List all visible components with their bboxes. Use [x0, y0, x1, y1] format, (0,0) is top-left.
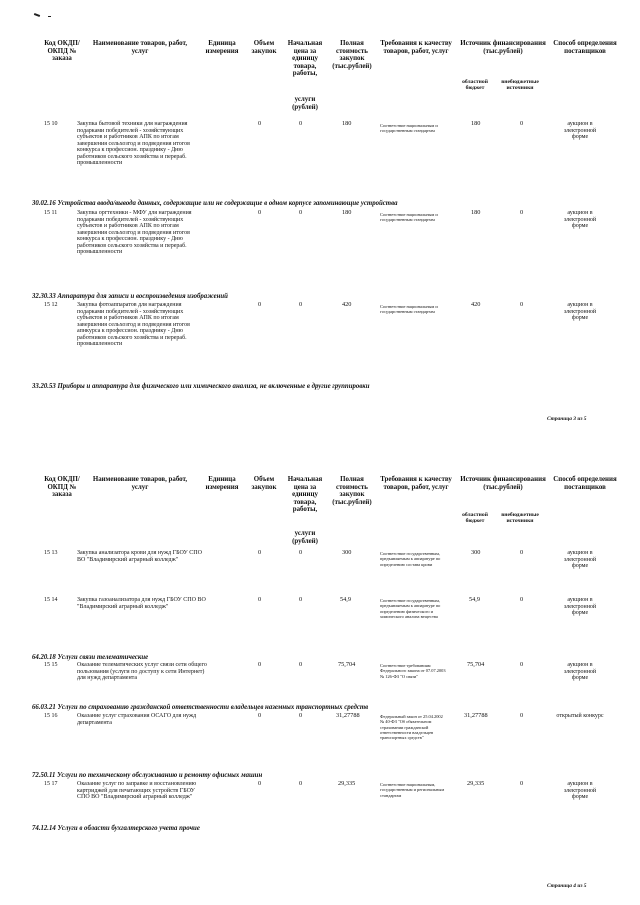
okpd-category: 66.03.21 Услуги по страхованию гражданской ответственности владельцев наземных транспортных средств — [32, 704, 369, 711]
header-name: Наименование товаров, работ, услуг — [92, 40, 188, 55]
row-requirements: Соответствие требованиям Федерального закона от 07.07.2003 № 126-ФЗ "О связи" — [380, 663, 446, 679]
row-volume: 0 — [258, 596, 262, 603]
page-number: Страница 3 из 5 — [547, 416, 587, 422]
row-volume: 0 — [258, 661, 262, 668]
row-extra: 0 — [520, 661, 524, 668]
okpd-category: 30.02.16 Устройства ввода/вывода данных, содержащие или не содержащие в одном корпусе запоминающие устройства — [32, 200, 398, 207]
row-extra: 0 — [520, 301, 524, 308]
row-requirements: Соответствие государственным, предъявляемым к аппаратуре по определению состава крови — [380, 551, 441, 567]
row-name: Закупка бытовой техники для награждения подарками победителей - хозяйствующих субъектов и работников АПК по итогам завершения сельхозгод и подведения итогов конкурса к профессион. празднику - Дню работников сельского хозяйства и перераб. промышленности — [77, 121, 190, 166]
row-cost: 300 — [342, 549, 352, 556]
row-price: 0 — [299, 596, 303, 603]
row-method: открытый конкурс — [556, 713, 604, 719]
header-name: Наименование товаров, работ, услуг — [92, 476, 188, 491]
row-volume: 0 — [258, 780, 262, 787]
row-extra: 0 — [520, 209, 524, 216]
row-cost: 180 — [342, 209, 352, 216]
header-start-price: Начальная цена за единицу товара, работы, — [287, 476, 323, 514]
row-requirements: Соответствие национальным, государственным и региональным стандартам — [380, 782, 445, 798]
header-requirements: Требования к качеству товаров, работ, услуг — [380, 476, 452, 491]
row-price: 0 — [299, 301, 303, 308]
row-number: 15 15 — [44, 662, 58, 668]
row-price: 0 — [299, 549, 303, 556]
row-cost: 75,704 — [338, 661, 356, 668]
header-method: Способ определения поставщиков — [553, 476, 617, 491]
row-regional: 300 — [471, 549, 481, 556]
okpd-category: 32.30.33 Аппаратура для записи и воспроизведения изображений — [32, 293, 228, 300]
row-method: аукцион в электронной форме — [563, 597, 597, 616]
okpd-category: 33.20.53 Приборы и аппаратура для физического или химического анализа, не включенные в другие группировки — [32, 383, 370, 390]
row-name: Закупка фотоаппаратов для награждения подарками победителей - хозяйствующих субъектов и работников АПК по итогам завершения сельхозгод и подведения итогов апнкурса к профессион. празднику - Дню работников сельского хозяйства и перераб. промышленности — [77, 302, 190, 347]
row-price: 0 — [299, 209, 303, 216]
row-method: аукцион в электронной форме — [563, 662, 597, 681]
header-start-price-unit: услуги (рублей) — [292, 530, 318, 545]
header-source: Источник финансирования (тыс.рублей) — [460, 40, 546, 55]
row-price: 0 — [299, 712, 303, 719]
row-cost: 31,27788 — [336, 712, 360, 719]
scan-mark — [48, 16, 51, 17]
row-name: Оказание телематических услуг связи сети общего пользования (услуги по доступу к сети Интернет) для нужд департамента — [77, 662, 207, 681]
row-extra: 0 — [520, 712, 524, 719]
header-volume: Объем закупок — [251, 476, 277, 491]
header-source-regional: областной бюджет — [462, 79, 488, 92]
row-cost: 420 — [342, 301, 352, 308]
row-name: Оказание услуг по заправке и восстановлению картриджей для печатающих устройств ГБОУ СПО ВО "Владимирский аграрный колледж" — [77, 781, 197, 800]
row-name: Закупка анализатора крови для нужд ГБОУ СПО ВО "Владимирский аграрный колледж" — [77, 550, 202, 563]
row-number: 15 16 — [44, 713, 58, 719]
row-volume: 0 — [258, 712, 262, 719]
row-cost: 180 — [342, 120, 352, 127]
row-number: 15 10 — [44, 121, 58, 127]
row-requirements: Федеральный закон от 25.04.2002 № 40-ФЗ "Об обязательном страховании гражданской ответственности владельцев транспортных средств" — [380, 714, 443, 741]
row-extra: 0 — [520, 549, 524, 556]
row-regional: 180 — [471, 120, 481, 127]
row-number: 15 17 — [44, 781, 58, 787]
row-price: 0 — [299, 780, 303, 787]
row-volume: 0 — [258, 120, 262, 127]
row-volume: 0 — [258, 301, 262, 308]
header-source-regional: областной бюджет — [462, 512, 488, 525]
header-requirements: Требования к качеству товаров, работ, услуг — [380, 40, 452, 55]
row-extra: 0 — [520, 596, 524, 603]
row-regional: 54,9 — [469, 596, 481, 603]
header-start-price: Начальная цена за единицу товара, работы, — [287, 40, 323, 78]
row-name: Закупка газоанализатора для нужд ГБОУ СПО ВО "Владимирский аграрный колледж" — [77, 597, 206, 610]
row-regional: 29,335 — [467, 780, 485, 787]
page-3 — [0, 0, 640, 440]
row-regional: 420 — [471, 301, 481, 308]
row-number: 15 12 — [44, 302, 58, 308]
row-volume: 0 — [258, 209, 262, 216]
okpd-category: 72.50.11 Услуги по техническому обслуживанию и ремонту офисных машин — [32, 772, 263, 779]
row-number: 15 11 — [44, 210, 58, 216]
row-method: аукцион в электронной форме — [563, 210, 597, 229]
header-start-price-unit: услуги (рублей) — [292, 96, 318, 111]
row-regional: 75,704 — [467, 661, 485, 668]
row-number: 15 13 — [44, 550, 58, 556]
row-method: аукцион в электронной форме — [563, 121, 597, 140]
row-method: аукцион в электронной форме — [563, 781, 597, 800]
header-code: Код ОКДП/ ОКПД № заказа — [44, 476, 80, 499]
row-regional: 31,27788 — [464, 712, 488, 719]
row-price: 0 — [299, 661, 303, 668]
scan-mark — [34, 13, 40, 17]
row-name: Оказание услуг страхования ОСАГО для нужд департамента — [77, 713, 197, 726]
row-regional: 180 — [471, 209, 481, 216]
header-source-extra: внебюджетные источники — [501, 512, 539, 525]
header-volume: Объем закупок — [251, 40, 277, 55]
row-requirements: Соответствие национальным и государственным стандартам — [380, 123, 438, 134]
header-unit: Единица измерения — [205, 476, 239, 491]
header-cost: Полная стоимость закупок (тыс.рублей) — [332, 476, 372, 506]
okpd-category: 74.12.14 Услуги в области бухгалтерского учета прочие — [32, 825, 200, 832]
row-cost: 54,9 — [340, 596, 352, 603]
row-number: 15 14 — [44, 597, 58, 603]
row-volume: 0 — [258, 549, 262, 556]
header-unit: Единица измерения — [205, 40, 239, 55]
row-name: Закупка оргтехники - МФУ для награждения подарками победителей - хозяйствующих субъектов и работников АПК по итогам завершения сельхозгод и подведения итогов конкурса к профессион. празднику - Дню работников сельского хозяйства и перераб. промышленности — [77, 210, 192, 255]
row-method: аукцион в электронной форме — [563, 550, 597, 569]
row-cost: 29,335 — [338, 780, 356, 787]
row-extra: 0 — [520, 780, 524, 787]
row-requirements: Соответствие государственным, предъявляемым к аппаратуре по определению физического и химического анализа вещества — [380, 598, 441, 619]
okpd-category: 64.20.18 Услуги связи телематические — [32, 654, 149, 661]
row-price: 0 — [299, 120, 303, 127]
row-requirements: Соответствие национальным и государственным стандартам — [380, 304, 438, 315]
header-method: Способ определения поставщиков — [553, 40, 617, 55]
header-source: Источник финансирования (тыс.рублей) — [460, 476, 546, 491]
header-cost: Полная стоимость закупок (тыс.рублей) — [332, 40, 372, 70]
row-requirements: Соответствие национальным и государственным стандартам — [380, 212, 438, 223]
header-code: Код ОКДП/ ОКПД № заказа — [44, 40, 80, 63]
row-method: аукцион в электронной форме — [563, 302, 597, 321]
row-extra: 0 — [520, 120, 524, 127]
page-number: Страница 4 из 5 — [547, 883, 587, 889]
page-4 — [0, 470, 640, 905]
header-source-extra: внебюджетные источники — [501, 79, 539, 92]
